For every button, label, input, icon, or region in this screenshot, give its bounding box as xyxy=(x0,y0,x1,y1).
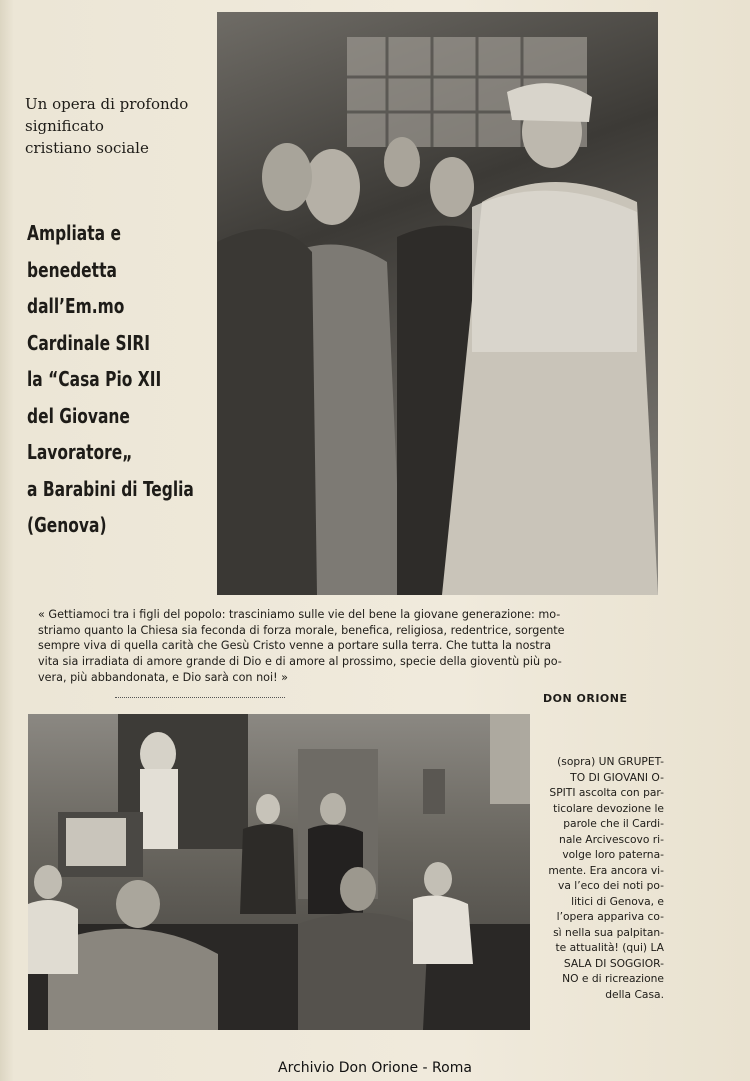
caption-line: SPITI ascolta con par- xyxy=(549,786,664,799)
caption-line: l’opera appariva co- xyxy=(556,910,664,923)
caption-line: (sopra) UN GRUPET- xyxy=(557,755,664,768)
headline-line: Ampliata e xyxy=(27,221,121,245)
photo-recreation-room xyxy=(28,714,530,1030)
quote-signature: DON ORIONE xyxy=(543,692,628,705)
intro-line: significato xyxy=(25,117,104,135)
caption-line: volge loro paterna- xyxy=(562,848,664,861)
divider xyxy=(115,697,285,698)
headline-line: benedetta xyxy=(27,257,117,282)
quote-line: sempre viva di quella carità che Gesù Cristo venne a portare sulla terra. Che tutta la nostra xyxy=(38,639,552,653)
quote-line: striamo quanto la Chiesa sia feconda di forza morale, benefica, religiosa, redentrice, sorgente xyxy=(38,623,565,637)
caption-line: NO e di ricreazione xyxy=(562,972,664,985)
headline xyxy=(27,215,194,544)
headline-line: Lavoratore„ xyxy=(27,440,133,464)
headline-line: del Giovane xyxy=(27,403,130,428)
caption-line: della Casa. xyxy=(605,987,664,1001)
photo-room-illustration xyxy=(28,714,530,1030)
caption-line: nale Arcivescovo ri- xyxy=(559,832,664,846)
intro-line: Un opera di profondo xyxy=(25,95,189,113)
photo-caption xyxy=(541,754,664,1002)
caption-line: SALA DI SOGGIOR- xyxy=(563,956,664,970)
caption-line: va l’eco dei noti po- xyxy=(558,879,664,892)
caption-line: mente. Era ancora vi- xyxy=(548,863,664,877)
intro-line: cristiano sociale xyxy=(25,139,149,157)
caption-line: ticolare devozione le xyxy=(553,801,664,815)
photo-cardinal-illustration xyxy=(217,12,658,595)
caption-line: te attualità! (qui) LA xyxy=(555,941,664,954)
caption-line: parole che il Cardi- xyxy=(563,817,664,830)
quote-line: vita sia irradiata di amore grande di Dio e di amore al prossimo, specie della gioventù più po- xyxy=(38,655,562,669)
headline-line: la “Casa Pio XII xyxy=(27,367,162,391)
intro-text xyxy=(25,93,210,159)
archive-footer: Archivio Don Orione - Roma xyxy=(278,1060,472,1076)
caption-line: litici di Genova, e xyxy=(571,894,664,908)
headline-line: (Genova) xyxy=(27,513,107,537)
photo-cardinal-with-youths xyxy=(217,12,658,595)
caption-line: sì nella sua palpitan- xyxy=(553,925,664,939)
don-orione-quote xyxy=(38,607,638,686)
quote-line: « Gettiamoci tra i figli del popolo: trasciniamo sulle vie del bene la giovane generazione: mo- xyxy=(38,608,561,621)
headline-line: dall’Em.mo xyxy=(27,294,125,318)
caption-line: TO DI GIOVANI O- xyxy=(570,770,664,784)
quote-line: vera, più abbandonata, e Dio sarà con noi! » xyxy=(38,670,289,684)
headline-line: Cardinale SIRI xyxy=(27,330,151,355)
headline-line: a Barabini di Teglia xyxy=(27,476,194,501)
